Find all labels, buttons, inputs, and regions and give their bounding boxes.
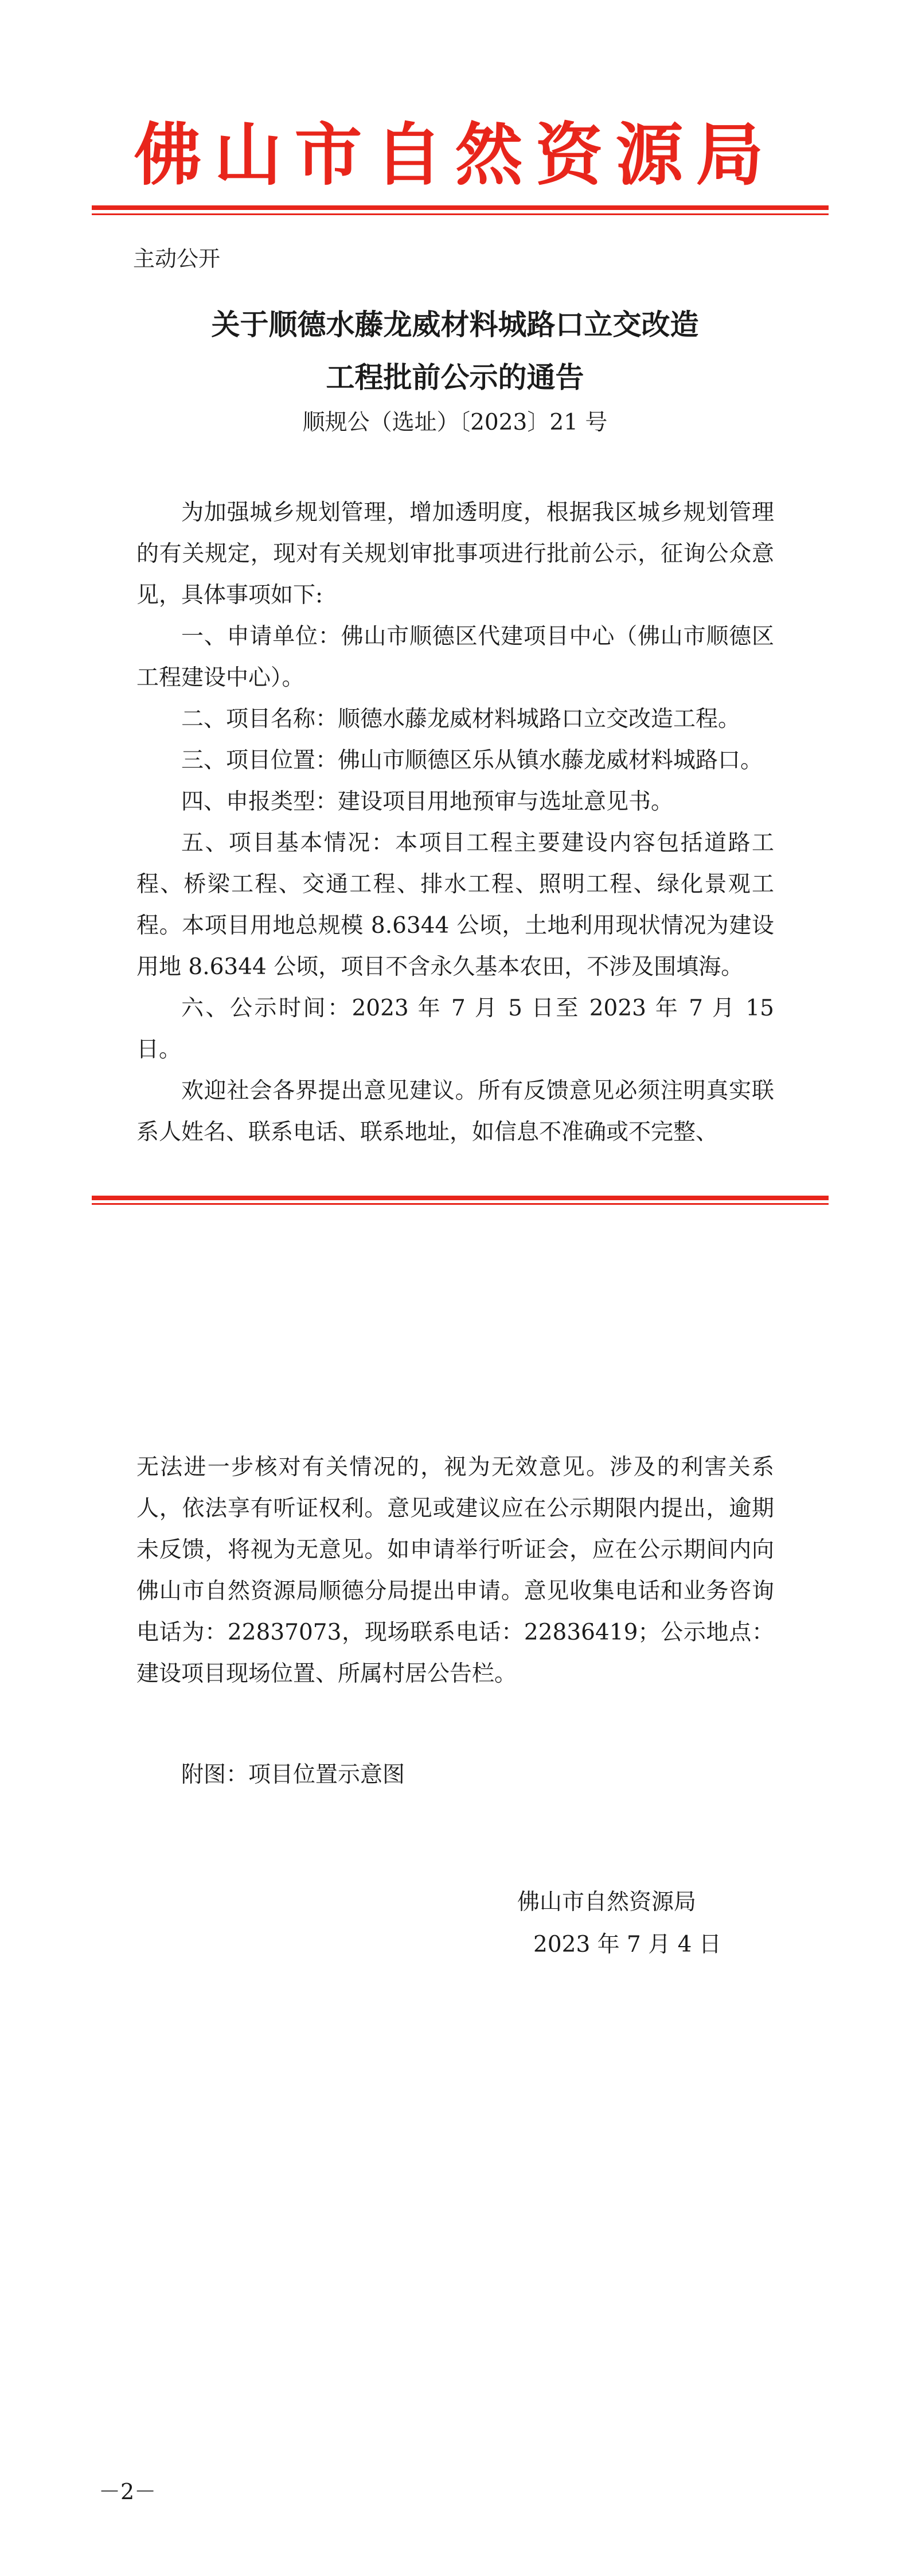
intro-paragraph: 为加强城乡规划管理，增加透明度，根据我区城乡规划管理的有关规定，现对有关规划审批事项进行批前公示，征询公众意见，具体事项如下: <box>136 500 774 608</box>
item-project-name: 二、项目名称：顺德水藤龙威材料城路口立交改造工程。 <box>181 706 741 732</box>
signature-agency: 佛山市自然资源局 <box>517 1889 697 1915</box>
feedback-paragraph-continued: 无法进一步核对有关情况的，视为无效意见。涉及的利害关系人，依法享有听证权利。意见或建议应在公示期限内提出，逾期未反馈，将视为无意见。如申请举行听证会，应在公示期间内向佛山市自然资源局顺德分局提出申请。意见收集电话和业务咨询电话为：22837073，现场联系电话：22836419；公示地点：建设项目现场位置、所属村居公告栏。 <box>136 1454 774 1687</box>
header-divider-thin <box>92 213 829 215</box>
item-publicity-period: 六、公示时间：2023 年 7 月 5 日至 2023 年 7 月 15 日。 <box>136 995 774 1063</box>
item-application-type: 四、申报类型：建设项目用地预审与选址意见书。 <box>181 789 674 815</box>
notice-title-line1: 关于顺德水藤龙威材料城路口立交改造 <box>211 308 699 341</box>
signature-date: 2023 年 7 月 4 日 <box>533 1932 721 1958</box>
notice-body-second-part <box>136 1447 774 1695</box>
page-number: －2－ <box>99 2479 157 2504</box>
header-divider-thick <box>92 205 829 210</box>
item-location: 三、项目位置：佛山市顺德区乐从镇水藤龙威材料城路口。 <box>181 748 763 773</box>
feedback-paragraph-start: 欢迎社会各界提出意见建议。所有反馈意见必须注明真实联系人姓名、联系电话、联系地址，如信息不准确或不完整、 <box>136 1078 774 1145</box>
page-break-line-thick <box>92 1196 829 1200</box>
item-basic-info: 五、项目基本情况：本项目工程主要建设内容包括道路工程、桥梁工程、交通工程、排水工程、照明工程、绿化景观工程。本项目用地总规模 8.6344 公顷，土地利用现状情况为建设用地 8.6344 公顷，项目不含永久基本农田，不涉及围填海。 <box>136 830 774 980</box>
document-number: 顺规公（选址）〔2023〕21 号 <box>302 410 608 435</box>
notice-title-line2: 工程批前公示的通告 <box>326 360 584 394</box>
attachment-note: 附图：项目位置示意图 <box>181 1762 405 1788</box>
disclosure-label: 主动公开 <box>133 246 221 271</box>
page-break-line-thin <box>92 1203 829 1205</box>
item-applicant: 一、申请单位：佛山市顺德区代建项目中心（佛山市顺德区工程建设中心）。 <box>136 624 774 691</box>
notice-body-first-part <box>136 492 774 1153</box>
agency-letterhead-title: 佛山市自然资源局 <box>134 115 776 194</box>
